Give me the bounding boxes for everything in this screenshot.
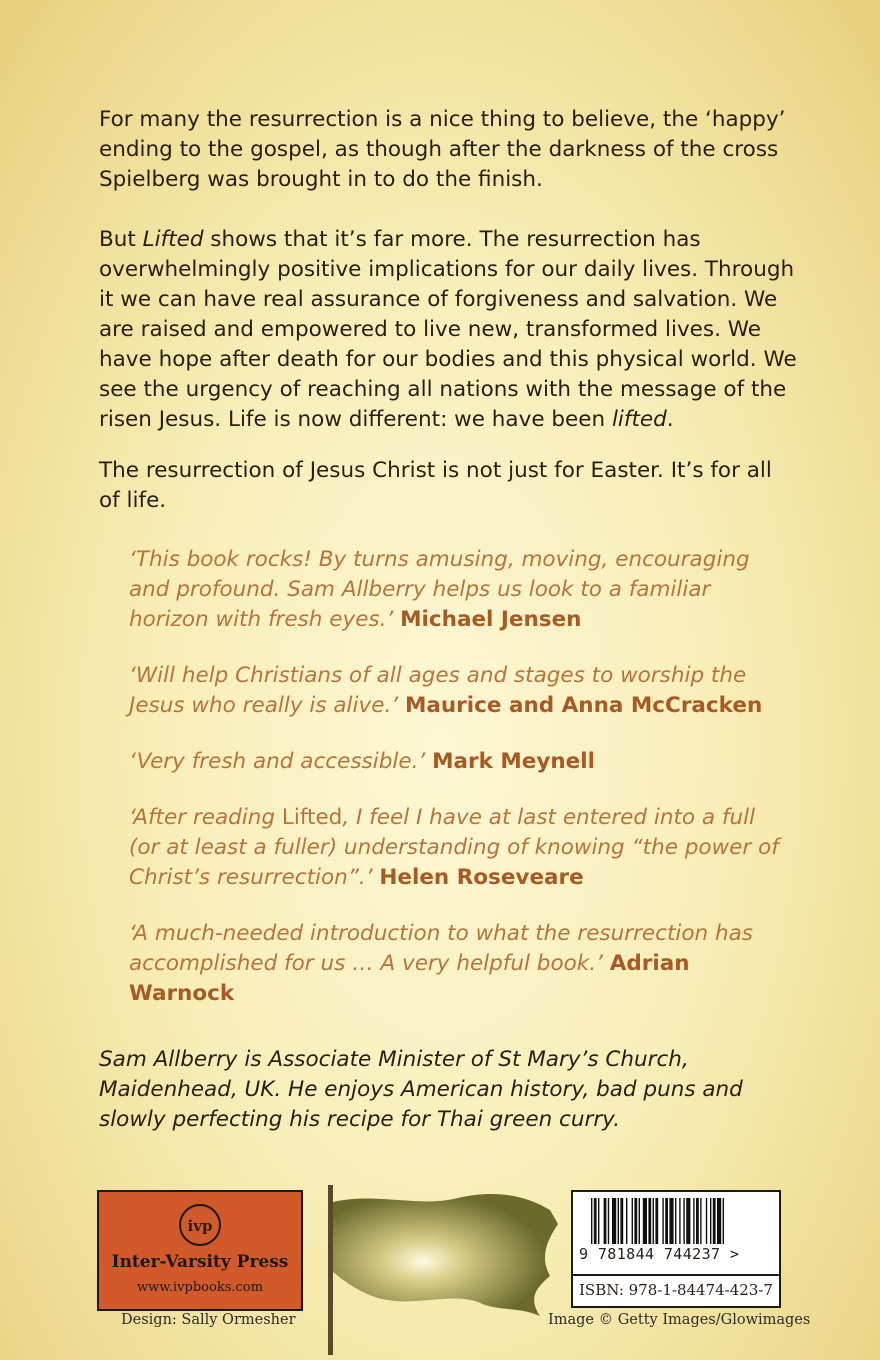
endorsement (129, 545, 789, 635)
publisher-name: Inter-Varsity Press (111, 1252, 289, 1272)
endorsement (129, 803, 789, 893)
endorsement-text: ‘Very fresh and accessible.’ (129, 749, 433, 774)
barcode-bar (706, 1198, 707, 1244)
publisher-logo-block (97, 1190, 303, 1311)
flag-cloth (333, 1194, 558, 1316)
endorsement-text: ‘Will help Christians of all ages and stages to worship the Jesus who really is alive.’ (129, 663, 747, 718)
endorsement (129, 661, 789, 721)
endorser-name: Michael Jensen (400, 607, 582, 632)
barcode-bar (700, 1198, 701, 1244)
barcode (571, 1190, 781, 1308)
barcode-bars (579, 1198, 775, 1248)
design-credit: Design: Sally Ormesher (121, 1312, 296, 1328)
image-credit: Image © Getty Images/Glowimages (548, 1312, 811, 1328)
barcode-bar (713, 1198, 716, 1244)
publisher-url: www.ivpbooks.com (137, 1280, 263, 1295)
barcode-bar (693, 1198, 694, 1244)
barcode-bar (669, 1198, 673, 1244)
barcode-bar (618, 1198, 619, 1244)
blurb-p2-prefix: But (99, 227, 143, 252)
endorser-name: Maurice and Anna McCracken (404, 693, 763, 718)
barcode-bar (608, 1198, 609, 1244)
endorsement-text: ‘This book rocks! By turns amusing, moving, encouraging and profound. Sam Allberry helps us look to a familiar horizon with fresh eyes.’ (129, 547, 750, 632)
barcode-bar (679, 1198, 680, 1244)
endorsement-text: ‘After reading (129, 805, 282, 830)
blurb-paragraph-3: The resurrection of Jesus Christ is not just for Easter. It’s for all of life. (99, 458, 772, 513)
barcode-bar (639, 1198, 640, 1244)
blurb-p2-body: shows that it’s far more. The resurrection has overwhelmingly positive implications for our daily lives. Through it we can have real assurance of forgiveness and salvation. We are raised and empowered to live new, transformed lives. We have hope after death for our bodies and this physical world. We see the urgency of reaching all nations with the message of the risen Jesus. Life is now different: we have been (99, 227, 797, 432)
barcode-bar (620, 1198, 623, 1244)
ivp-logo: ivp (179, 1204, 221, 1246)
barcode-bar (643, 1198, 647, 1244)
barcode-bar (634, 1198, 637, 1244)
barcode-bar (655, 1198, 658, 1244)
barcode-bar (648, 1198, 651, 1244)
barcode-bar (626, 1198, 627, 1244)
blurb-p2-end: . (666, 407, 674, 432)
author-bio: Sam Allberry is Associate Minister of St Mary’s Church, Maidenhead, UK. He enjoys American history, bad puns and slowly perfecting his recipe for Thai green curry. (99, 1047, 743, 1132)
barcode-bar (653, 1198, 654, 1244)
flag-image (318, 1180, 564, 1355)
barcode-bar (723, 1198, 724, 1244)
barcode-bar (598, 1198, 599, 1244)
blurb-paragraph-1: For many the resurrection is a nice thing to believe, the ‘happy’ ending to the gospel, as though after the darkness of the cross Spielberg was brought in to do the finish. (99, 107, 786, 192)
endorser-name: Mark Meynell (432, 749, 595, 774)
blurb-paragraph-2 (99, 225, 799, 435)
endorser-name: Helen Roseveare (379, 865, 584, 890)
barcode-bar (665, 1198, 668, 1244)
barcode-bar (591, 1198, 592, 1244)
barcode-bar (612, 1198, 616, 1244)
isbn-number: ISBN: 978-1-84474-423-7 (573, 1274, 779, 1306)
book-title-lifted: Lifted (142, 227, 204, 252)
endorsement (129, 747, 789, 777)
flag-pole (328, 1185, 333, 1355)
endorser-name: Adrian Warnock (129, 951, 690, 1006)
barcode-bar (683, 1198, 684, 1244)
barcode-bar (662, 1198, 663, 1244)
barcode-bar (675, 1198, 676, 1244)
barcode-bar (686, 1198, 690, 1244)
blurb-p2-lifted: lifted (611, 407, 667, 432)
barcode-digits: 9 781844 744237 > (579, 1245, 740, 1263)
endorsement-book-title: Lifted (281, 805, 343, 830)
barcode-bar (632, 1198, 633, 1244)
barcode-bar (604, 1198, 607, 1244)
endorsement-text: , I feel I have at last entered into a full (or at least a fuller) understanding of knowing “the power of Christ’s resurrection”.’ (129, 805, 779, 890)
barcode-bar (710, 1198, 711, 1244)
endorsements (129, 545, 789, 1035)
barcode-bar (696, 1198, 699, 1244)
endorsement-text: ‘A much-needed introduction to what the resurrection has accomplished for us … A very helpful book.’ (129, 921, 754, 976)
barcode-bar (717, 1198, 721, 1244)
barcode-bar (594, 1198, 597, 1244)
endorsement (129, 919, 789, 1009)
